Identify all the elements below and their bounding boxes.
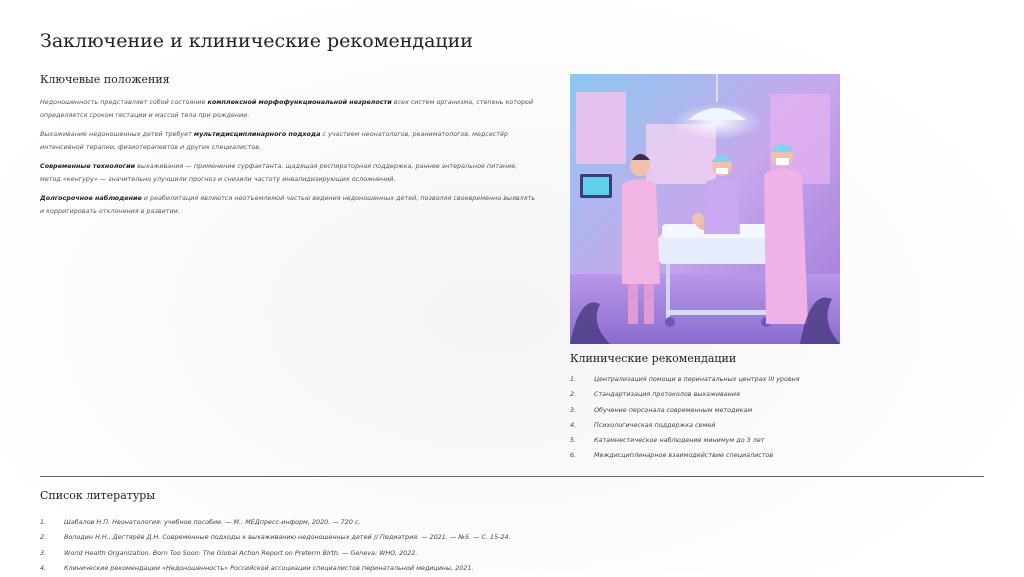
nicu-illustration [570,74,840,344]
list-item: 5. Катамнестическое наблюдение минимум до 3 лет [570,436,765,445]
key-point-paragraph: Выхаживание недоношенных детей требует мультидисциплинарного подхода с участием неонатологов, реаниматологов, медсестёр интенсивной терапии, физиотерапевтов и других специалистов. [40,130,508,151]
list-item: 2. Стандартизация протоколов выхаживания [570,390,740,399]
list-item: 3. World Health Organization. Born Too Soon: The Global Action Report on Preterm Birth. — Geneva: WHO, 2022. [40,548,418,557]
page-title: Заключение и клинические рекомендации [40,30,473,52]
key-point-paragraph: Недоношенность представляет собой состояние комплексной морфофункциональной незрелости всех систем организма, степень которой определяется сроком гестации и массой тела при рождении. [40,98,533,119]
key-point-paragraph: Долгосрочное наблюдение и реабилитация являются неотъемлемой частью ведения недоношенных детей, позволяя своевременно выявлять и корригировать отклонения в развитии. [40,194,536,215]
list-item: 3. Обучение персонала современным методикам [570,405,753,414]
references-heading: Список литературы [40,489,156,502]
list-item: 4. Клинические рекомендации «Недоношенность» Российской ассоциации специалистов перинатальной медицины, 2021. [40,563,474,572]
list-item: 1. Шабалов Н.П. Неонатология: учебное пособие. — М.: МЕДпресс-информ, 2020. — 720 с. [40,518,361,526]
list-item: 2. Володин Н.Н., Дегтярёв Д.Н. Современные подходы к выхаживанию недоношенных детей // Педиатрия. — 2021. — №5. — С. 15-24. [40,533,511,542]
list-item: 4. Психологическая поддержка семей [570,420,716,429]
references-list [40,516,940,577]
recommendations-heading: Клинические рекомендации [570,352,737,365]
recommendations-list [570,373,910,465]
key-point-paragraph: Современные технологии выхаживания — применение сурфактанта, щадящая респираторная поддержка, раннее энтеральное питание, метод «кенгуру» — значительно улучшили прогноз и снизили частоту инвалидизирующих осложнений. [40,162,518,183]
list-item: 6. Междисциплинарное взаимодействие специалистов [570,451,774,460]
section-divider [40,476,984,477]
key-points-heading: Ключевые положения [40,73,170,86]
list-item: 1. Централизация помощи в перинатальных центрах III уровня [570,375,800,383]
